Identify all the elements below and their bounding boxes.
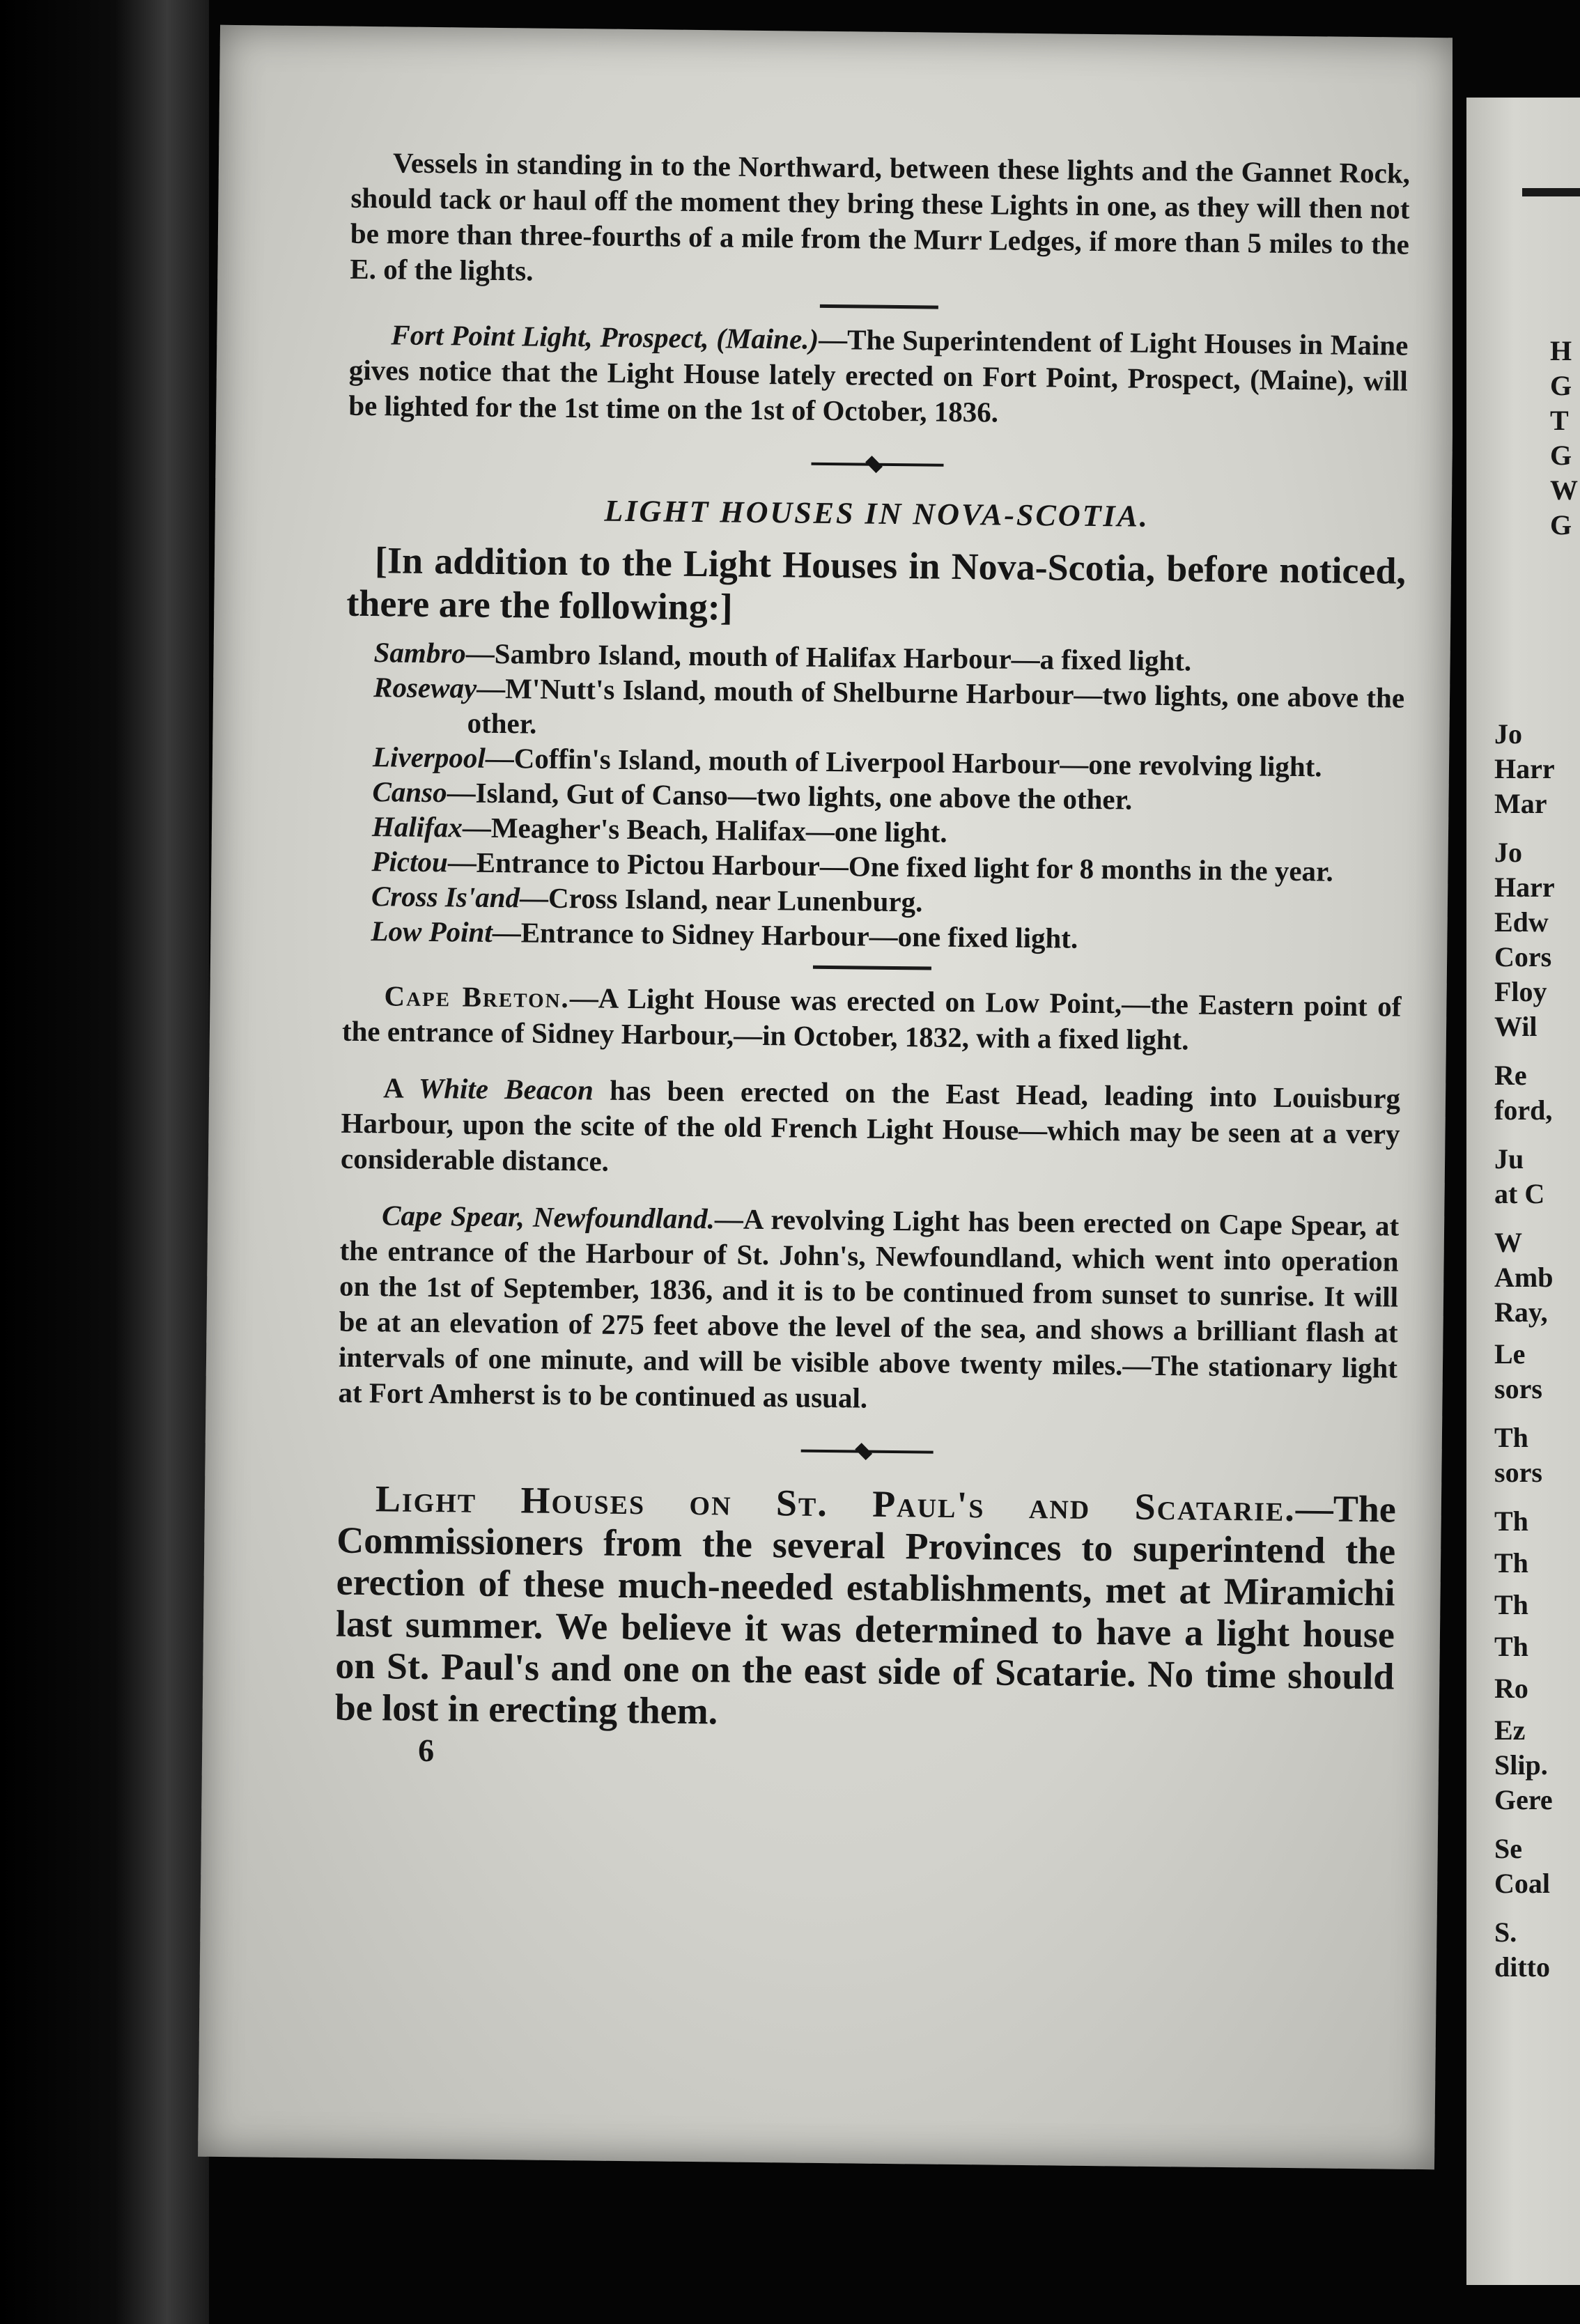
adjacent-page-fragment: Cors — [1494, 941, 1552, 973]
adjacent-page-fragment: Le — [1494, 1338, 1526, 1370]
white-beacon-title: White Beacon — [418, 1071, 594, 1106]
white-beacon-text: has been erected on the East Head, leading into Louisburg Harbour, upon the scite of the old French Light House—which may be seen at a very considerable distance. — [340, 1074, 1401, 1177]
section-rule — [820, 304, 938, 309]
adjacent-page-fragment: Coal — [1494, 1868, 1550, 1899]
paragraph-fort-point — [348, 317, 1409, 435]
adjacent-page-fragment: Jo — [1494, 837, 1522, 868]
ornament-divider — [811, 456, 943, 473]
adjacent-page-fragment: Ju — [1494, 1143, 1524, 1175]
adjacent-page-fragment: Re — [1494, 1060, 1527, 1091]
st-pauls-title: Light Houses on St. Paul's and Scatarie. — [375, 1478, 1296, 1530]
st-pauls-text: —The Commissioners from the several Provinces to superintend the erection of these much-needed establishments, met at Miramichi last summer. We believe it was determined to have a light house on St. Paul's and one on the east side of Scatarie. No time should be lost in erecting them. — [334, 1487, 1397, 1733]
paragraph-cape-breton — [342, 978, 1402, 1060]
adjacent-page-fragment: G — [1550, 440, 1572, 471]
adjacent-page-rule — [1522, 188, 1580, 196]
section-rule — [813, 966, 931, 970]
paragraph-cape-spear — [338, 1198, 1399, 1422]
entry-name: Cross Is'and — [371, 880, 520, 914]
entry-text: —Island, Gut of Canso—two lights, one above the other. — [447, 776, 1133, 816]
text-column — [334, 145, 1410, 1779]
adjacent-page-fragment: ford, — [1494, 1094, 1553, 1126]
cape-breton-text: —A Light House was erected on Low Point,—the Eastern point of the entrance of Sidney Harbour,—in October, 1832, with a fixed light. — [341, 982, 1402, 1056]
fort-point-text: —The Superintendent of Light Houses in Maine gives notice that the Light House lately erected on Fort Point, Prospect, (Maine), will be lighted for the 1st time on the 1st of October, 1836. — [348, 323, 1409, 428]
adjacent-page-fragment: Ray, — [1494, 1296, 1548, 1328]
adjacent-page-fragment: G — [1550, 509, 1572, 541]
adjacent-page-fragment: Edw — [1494, 906, 1549, 938]
entry-name: Sambro — [373, 636, 467, 669]
adjacent-page-fragment: Th — [1494, 1422, 1528, 1453]
section-heading: LIGHT HOUSES IN NOVA-SCOTIA. — [604, 493, 1150, 534]
adjacent-page-fragment: S. — [1494, 1916, 1517, 1948]
adjacent-page-fragment: Wil — [1494, 1011, 1538, 1042]
entry-text: —Entrance to Sidney Harbour—one fixed light. — [492, 915, 1078, 954]
list-item — [345, 669, 1404, 750]
adjacent-page-fragment: Th — [1494, 1589, 1528, 1620]
cape-spear-text: —A revolving Light has been erected on Cape Spear, at the entrance of the Harbour of St. John's, Newfoundland, which went into operation on the 1st of September, 1836, and it is to be continued from sunset to sunrise. It will be at an elevation of 275 feet above the level of the sea, and shows a brilliant flash at intervals of one minute, and will be visible above twenty miles.—The stationary light at Fort Amherst is to be continued as usual. — [338, 1202, 1400, 1414]
entry-name: Halifax — [371, 810, 463, 844]
adjacent-page-fragment: H — [1550, 335, 1572, 366]
adjacent-page-fragment: sors — [1494, 1457, 1542, 1488]
adjacent-page-fragment: Th — [1494, 1505, 1528, 1537]
adjacent-page-fragment: Amb — [1494, 1262, 1554, 1293]
entry-text: —Sambro Island, mouth of Halifax Harbour—a fixed light. — [465, 637, 1192, 677]
adjacent-page-fragment: G — [1550, 370, 1572, 401]
adjacent-page-fragment: Slip. — [1494, 1749, 1548, 1781]
lighthouse-list — [343, 635, 1405, 959]
cape-breton-title: Cape Breton. — [384, 979, 571, 1014]
fort-point-title: Fort Point Light, Prospect, (Maine.) — [391, 318, 819, 355]
adjacent-page-fragment: ditto — [1494, 1951, 1550, 1983]
adjacent-page-fragment: Harr — [1494, 872, 1555, 903]
page-number: 6 — [417, 1732, 435, 1769]
adjacent-page-fragment: Ez — [1494, 1714, 1526, 1746]
entry-name: Roseway — [373, 671, 477, 704]
adjacent-page-fragment: Th — [1494, 1631, 1528, 1662]
entry-text: —Meagher's Beach, Halifax—one light. — [462, 811, 947, 849]
book-gutter-shadow — [0, 0, 209, 2324]
entry-text: —M'Nutt's Island, mouth of Shelburne Harbour—two lights, one above the other. — [467, 672, 1405, 740]
cape-spear-title: Cape Spear, Newfoundland. — [381, 1199, 715, 1235]
paragraph-st-pauls — [334, 1478, 1396, 1740]
adjacent-page-fragment: Harr — [1494, 753, 1555, 784]
adjacent-page-fragment: sors — [1494, 1373, 1542, 1404]
entry-name: Pictou — [371, 845, 449, 878]
adjacent-page-fragment: Gere — [1494, 1784, 1553, 1815]
entry-text: —Cross Island, near Lunenburg. — [519, 881, 923, 918]
adjacent-page-fragment: Ro — [1494, 1673, 1528, 1704]
paragraph-vessels: Vessels in standing in to the Northward, between these lights and the Gannet Rock, should tack or haul off the moment they bring these Lights in one, as they will then not be more than three-fourths of a mile from the Murr Ledges, if more than 5 miles to the E. of the lights. — [350, 146, 1411, 287]
adjacent-page-fragment: W — [1550, 474, 1578, 506]
paragraph-white-beacon — [341, 1070, 1401, 1188]
adjacent-page-fragment: Mar — [1494, 788, 1547, 819]
ornament-divider — [801, 1443, 934, 1460]
entry-name: Liverpool — [372, 741, 486, 774]
adjacent-page-fragment: Th — [1494, 1547, 1528, 1579]
entry-text: —Entrance to Pictou Harbour—One fixed light for 8 months in the year. — [447, 846, 1333, 888]
document-page — [198, 25, 1457, 2169]
adjacent-page-fragment: T — [1550, 405, 1569, 436]
adjacent-page-fragment: Se — [1494, 1833, 1522, 1864]
intro-note: [In addition to the Light Houses in Nova-Scotia, before noticed, there are the following:] — [346, 539, 1407, 628]
adjacent-page-fragment: Floy — [1494, 976, 1547, 1007]
white-beacon-pre: A — [382, 1071, 419, 1104]
adjacent-page-edge — [1466, 98, 1580, 2285]
entry-name: Canso — [372, 775, 447, 809]
adjacent-page-fragment: Jo — [1494, 718, 1522, 750]
entry-text: —Coffin's Island, mouth of Liverpool Harbour—one revolving light. — [485, 741, 1322, 783]
entry-name: Low Point — [371, 915, 493, 948]
adjacent-page-fragment: W — [1494, 1227, 1522, 1258]
adjacent-page-fragment: at C — [1494, 1178, 1545, 1209]
